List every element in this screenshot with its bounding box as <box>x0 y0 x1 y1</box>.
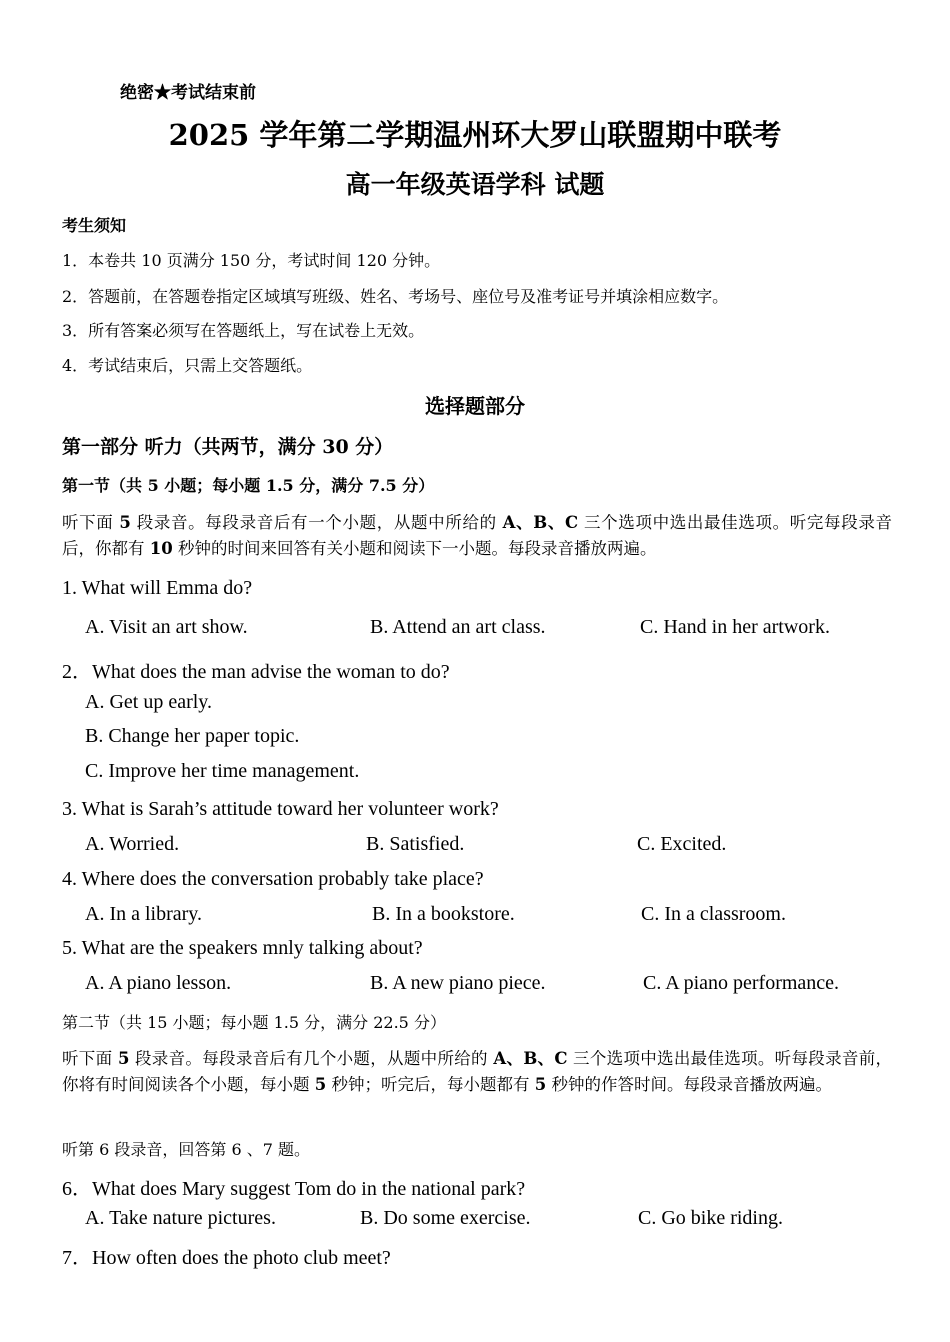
exam-subtitle: 高一年级英语学科 试题 <box>345 170 605 199</box>
question-5-option-c[interactable]: C. A piano performance. <box>643 972 840 994</box>
question-1-option-a[interactable]: A. Visit an art show. <box>85 616 248 638</box>
section2-heading: 第二节（共 15 小题；每小题 1.5 分，满分 22.5 分） <box>62 1013 446 1032</box>
listen-prompt: 听第 6 段录音，回答第 6 、7 题。 <box>62 1140 310 1159</box>
notice-item: 4．考试结束后，只需上交答题纸。 <box>62 356 313 375</box>
question-3: 3. What is Sarah’s attitude toward her volunteer work? <box>62 798 499 820</box>
question-7: 7．How often does the photo club meet? <box>62 1247 391 1269</box>
section-title: 选择题部分 <box>425 394 525 418</box>
question-4-option-c[interactable]: C. In a classroom. <box>641 903 786 925</box>
question-3-option-a[interactable]: A. Worried. <box>85 833 180 855</box>
question-6: 6．What does Mary suggest Tom do in the national park? <box>62 1178 526 1200</box>
question-6-option-b[interactable]: B. Do some exercise. <box>360 1207 531 1229</box>
question-2-option-a[interactable]: A. Get up early. <box>85 691 212 713</box>
question-6-option-c[interactable]: C. Go bike riding. <box>638 1207 783 1229</box>
question-5-option-a[interactable]: A. A piano lesson. <box>85 972 232 994</box>
question-4: 4. Where does the conversation probably take place? <box>62 868 484 890</box>
question-5: 5. What are the speakers mnly talking about? <box>62 937 423 959</box>
question-2: 2．What does the man advise the woman to do? <box>62 661 450 683</box>
question-4-option-a[interactable]: A. In a library. <box>85 903 202 925</box>
notice-item: 2．答题前，在答题卷指定区域填写班级、姓名、考场号、座位号及准考证号并填涂相应数字。 <box>62 287 729 306</box>
question-4-option-b[interactable]: B. In a bookstore. <box>372 903 515 925</box>
notice-item: 3．所有答案必须写在答题纸上，写在试卷上无效。 <box>62 321 425 340</box>
confidential-label: 绝密★考试结束前 <box>120 83 256 103</box>
section1-instruction: 听下面 5 段录音。每段录音后有一个小题，从题中所给的 A、B、C 三个选项中选出最佳选项。听完每段录音后，你都有 10 秒钟的时间来回答有关小题和阅读下一小题。每段录音播放两遍。 <box>62 513 892 558</box>
notice-heading: 考生须知 <box>62 216 127 235</box>
question-6-option-a[interactable]: A. Take nature pictures. <box>85 1207 276 1229</box>
notice-item: 1．本卷共 10 页满分 150 分，考试时间 120 分钟。 <box>62 251 441 270</box>
section1-heading: 第一节（共 5 小题；每小题 1.5 分，满分 7.5 分） <box>62 476 435 495</box>
section2-instruction: 听下面 5 段录音。每段录音后有几个小题，从题中所给的 A、B、C 三个选项中选出最佳选项。听每段录音前，你将有时间阅读各个小题，每小题 5 秒钟；听完后，每小题都有 5 秒钟的作答时间。每段录音播放两遍。 <box>62 1049 892 1094</box>
question-3-option-b[interactable]: B. Satisfied. <box>366 833 465 855</box>
exam-title: 2025 学年第二学期温州环大罗山联盟期中联考 <box>168 118 782 152</box>
question-1-option-c[interactable]: C. Hand in her artwork. <box>640 616 830 638</box>
question-1: 1. What will Emma do? <box>62 577 253 599</box>
question-2-option-b[interactable]: B. Change her paper topic. <box>85 725 300 747</box>
part1-heading: 第一部分 听力（共两节，满分 30 分） <box>62 436 394 458</box>
question-5-option-b[interactable]: B. A new piano piece. <box>370 972 546 994</box>
question-1-option-b[interactable]: B. Attend an art class. <box>370 616 546 638</box>
question-3-option-c[interactable]: C. Excited. <box>637 833 727 855</box>
question-2-option-c[interactable]: C. Improve her time management. <box>85 760 360 782</box>
